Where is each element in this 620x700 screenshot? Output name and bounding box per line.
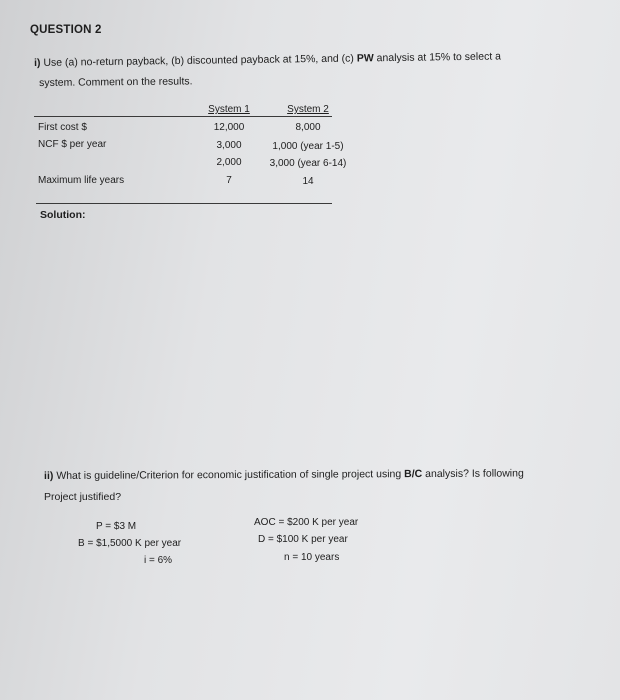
part2-line2: Project justified? <box>44 491 122 503</box>
row-label: NCF $ per year <box>38 139 107 150</box>
table-bottom-rule <box>36 203 332 204</box>
row-value-s2: 1,000 (year 1-5) <box>272 141 344 152</box>
part2-label: ii) <box>44 469 54 482</box>
header-system-2: System 2 <box>287 104 329 115</box>
row-label: First cost $ <box>38 122 87 133</box>
given-life: n = 10 years <box>284 552 340 563</box>
solution-label: Solution: <box>40 209 86 221</box>
given-interest-rate: i = 6% <box>144 555 173 566</box>
part1-text-a: Use (a) no-return payback, (b) discounted payback at 15%, and (c) <box>43 52 357 69</box>
table-top-rule <box>34 116 332 117</box>
part1-label: i) <box>34 56 41 69</box>
part2-line1 <box>44 467 524 482</box>
part2-text-a: What is guideline/Criterion for economic justification of single project using <box>56 468 405 482</box>
given-benefit: B = $1,5000 K per year <box>78 538 182 549</box>
question-title: QUESTION 2 <box>30 24 102 36</box>
part1-text-b: analysis at 15% to select a <box>373 50 502 65</box>
part2-text-b: analysis? Is following <box>422 467 524 481</box>
row-value-s2: 3,000 (year 6-14) <box>269 158 347 169</box>
row-value-s1: 12,000 <box>213 122 245 133</box>
given-present-value: P = $3 M <box>96 521 137 532</box>
row-label: Maximum life years <box>38 175 125 186</box>
row-value-s2: 14 <box>302 176 314 187</box>
part1-line2: system. Comment on the results. <box>39 75 193 89</box>
part1-line1 <box>34 50 501 69</box>
row-value-s1: 3,000 <box>216 140 242 151</box>
given-disbenefit: D = $100 K per year <box>258 534 348 545</box>
header-system-1: System 1 <box>208 104 250 115</box>
row-value-s1: 7 <box>226 175 232 186</box>
part1-pw: PW <box>356 52 374 65</box>
part2-bc: B/C <box>404 468 423 481</box>
row-value-s2: 8,000 <box>295 122 321 133</box>
row-value-s1: 2,000 <box>216 157 242 168</box>
given-aoc: AOC = $200 K per year <box>254 517 359 528</box>
